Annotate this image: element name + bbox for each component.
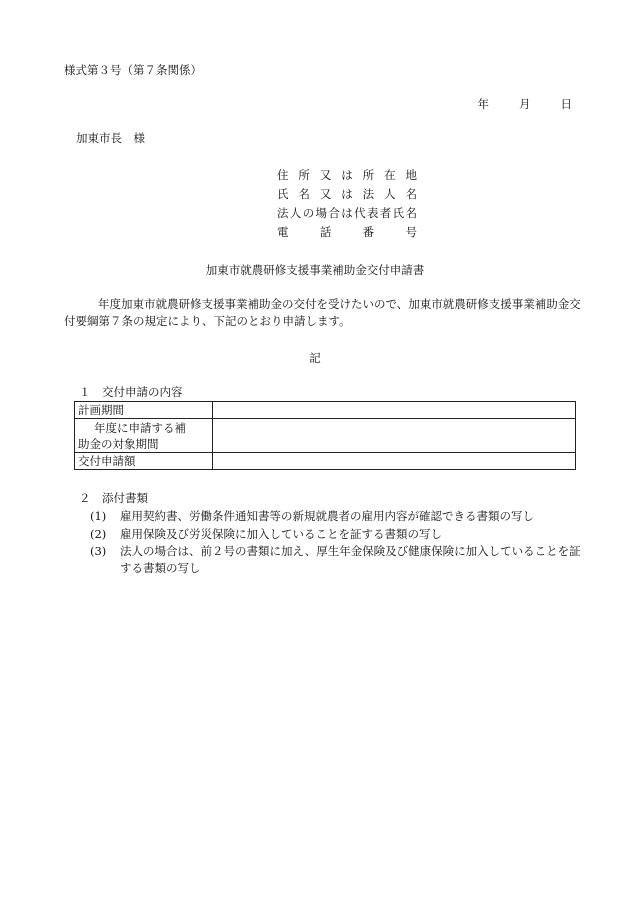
amount-label: 交付申請額 [75, 453, 213, 470]
applicant-name-label: 氏名又は法人名 [277, 187, 417, 201]
target-period-line2: 助金の対象期間 [78, 436, 159, 451]
plan-period-label: 計画期間 [75, 402, 213, 419]
list-item-number: (1) [90, 509, 107, 523]
document-title: 加東市就農研修支援事業補助金交付申請書 [205, 263, 425, 277]
applicant-block [277, 167, 417, 243]
applicant-address-label: 住所又は所在地 [277, 168, 417, 182]
addressee: 加東市長 様 [76, 131, 145, 145]
attachment-list [90, 508, 585, 578]
application-content-table [74, 401, 576, 470]
list-item [90, 526, 585, 543]
list-item-number: (2) [90, 526, 107, 541]
date-day: 日 [560, 97, 572, 111]
list-item-text: 法人の場合は、前２号の書類に加え、厚生年金保険及び健康保険に加入していることを証する書類の写し [120, 544, 581, 576]
table-row [75, 419, 576, 453]
form-number: 様式第３号（第７条関係） [64, 63, 202, 77]
list-item-text: 雇用保険及び労災保険に加入していることを証する書類の写し [120, 526, 442, 541]
target-period-value[interactable] [213, 419, 576, 453]
applicant-representative-label: 法人の場合は代表者氏名 [277, 206, 417, 220]
date-line [478, 96, 573, 112]
plan-period-value[interactable] [213, 402, 576, 419]
amount-value[interactable] [213, 453, 576, 470]
table-row [75, 453, 576, 470]
date-month: 月 [519, 97, 531, 111]
list-item-number: (3) [90, 544, 107, 559]
list-item [90, 508, 585, 525]
applicant-phone-label: 電話番号 [277, 225, 417, 239]
target-period-label [75, 419, 213, 453]
target-period-line1: 年度に申請する補 [94, 420, 186, 435]
list-item-text: 雇用契約書、労働条件通知書等の新規就農者の雇用内容が確認できる書類の写し [120, 509, 534, 523]
section2-heading: ２ 添付書類 [79, 491, 148, 505]
table-row [75, 402, 576, 419]
date-year: 年 [477, 97, 489, 111]
list-item [90, 543, 585, 576]
section1-heading: １ 交付申請の内容 [79, 385, 183, 399]
ki-marker: 記 [309, 351, 321, 365]
body-paragraph: 年度加東市就農研修支援事業補助金の交付を受けたいので、加東市就農研修支援事業補助金交付要綱第７条の規定により、下記のとおり申請します。 [64, 297, 581, 328]
